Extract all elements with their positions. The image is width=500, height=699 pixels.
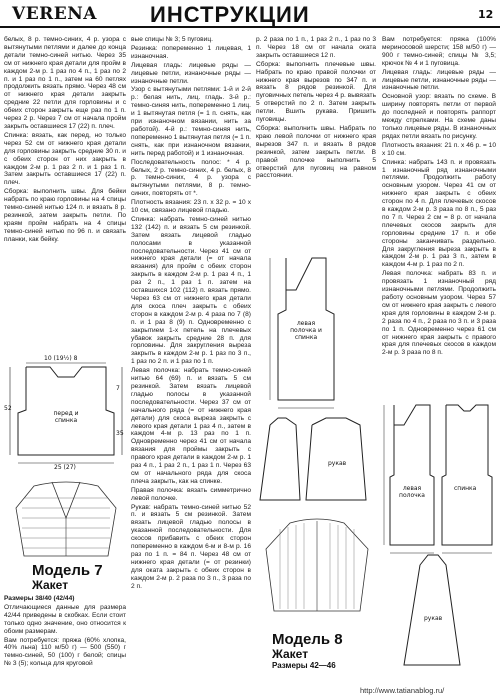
column-4-text <box>382 36 496 358</box>
front-part-text: белых, 8 р. темно-синих, 4 р. узора с вытянутыми петлями и далее до конца детали темно-синей нитью. Через 35 см от нижнего края детали для пройм в каждом 2-м р. 1 раз по 4 п., 1 раз по 2 п. и 1 раз по 1 п., затем на 60 петлях продолжить вязать прямо. Через 48 см от нижнего края детали закрыть средние 22 петли для горловины и с обеих сторон закрыть еще раз по 1 п. через 2 р. Через 7 см от начала пройм закрыть оставшиеся 17 (22) п. плеч. <box>4 36 126 130</box>
back-instructions-text: Спинка: набрать темно-синей нитью 132 (142) п. и вязать 5 см резинкой. Затем вязать лицевой гладью полосами в указанной последовательности. Через 41 см от нижнего края детали (= от начала вязания) для пройм с обеих сторон закрыть в каждом 2-м р. 1 раз 4 п., 1 раз 2 п., 1 раз 1 п. затем на оставшихся 102 (112) п. вязать прямо. Через 63 см от нижнего края детали для скоса плеч закрыть с обеих сторон в каждом 2-м р. 4 раза по 7 (8) п. и 1 раз 8 (9) п. Одновременно с закрытием 1-х петель на плечевых убавок закрыть средние 28 п. для горловины. Для закругления выреза закрыть в каждом 2-м р. 1 раз по 3 п., 1 раз по 2 п. и 1 раз по 1 п. <box>131 215 251 366</box>
slip-stitch-pattern-text: Узор с вытянутыми петлями: 1-й и 2-й р.: белая нить, лиц. гладь. 3-й р.: темно-синяя нить, попеременно 1 лиц. и 1 вытянутая петля (= 1 п. снять, как при изнаночном вязании, нить за работой). 4-й р.: темно-синяя нить, попеременно 1 вытянутая петля (= 1 п. снять, как при изнаночном вязании, нить перед работой) и 1 изнаночная. <box>131 86 252 157</box>
diagram-label-left-front: левая полочка <box>399 485 425 499</box>
diagram-side-52: 52 <box>4 405 12 412</box>
model8-gauge: Плотность вязания: 21 п. x 46 р. = 10 x 10 см. <box>382 141 496 157</box>
diagram-label-front-back: перед и спинка <box>53 410 79 424</box>
model8-back: Спинка: набрать 143 п. и провязать 1 изнаночный ряд изнаночными петлями. Продолжить работу основным узором. Через 41 см от нижнего края закрыть с обеих сторон по 4 п. Для плечевых скосов в каждом 2-м р. 3 раза по 8 п., 5 раз по 7 п. Через 2 см = 8 р. от начала плечевых скосов закрыть для горловины средние 17 п. и обе стороны заканчивать раздельно. Для закругления выреза закрыть в каждом 2-м р. 1 раз 3 п., затем в каждом 4-м р. 1 раз по 2 п. <box>382 158 496 269</box>
model8-item: Жакет <box>272 647 309 661</box>
page-header <box>0 0 500 28</box>
sleeve-cap-text: р. 2 раза по 1 п., 1 раз 2 п., 1 раз по 3 п. Через 18 см от начала оката закрыть оставшиеся 12 п. <box>256 36 376 59</box>
model7-heading <box>32 563 128 592</box>
model8-heading <box>272 632 382 671</box>
ribbing-text: Резинка: попеременно 1 лицевая, 1 изнаночная. <box>131 44 251 60</box>
page-title: ИНСТРУКЦИИ <box>150 2 310 27</box>
model8-stockinette: Лицевая гладь: лицевые ряды — лицевые петли, изнаночные ряды — изнаночные петли. <box>382 68 496 92</box>
right-front-text: Правая полочка: вязать симметрично левой полочке. <box>131 486 251 502</box>
needles-text: вые спицы № 3; 5 пуговиц. <box>131 36 213 43</box>
diagram-dims-top: 10 (19½) 8 <box>44 355 78 362</box>
sleeve-text: Рукав: набрать темно-синей нитью 52 п. и вязать 5 см резинкой. Затем вязать лицевой гладью полосы в указанной последовательности. Для скосов прибавить с обеих сторон попеременно в каждом 6-м и 8-м р. 16 раз по 1 п. = 84 п. Через 48 см от нижнего края детали (= от резинки) для оката закрыть с обеих сторон в каждом 2-м р. 2 раза по 3 п., 3 раза по 2 п. <box>131 503 251 590</box>
diagram-dims-bottom: 25 (27) <box>54 464 76 471</box>
model7-item: Жакет <box>32 578 69 592</box>
model7-sizes: Размеры 38/40 (42/44) <box>4 595 75 602</box>
column-2-text <box>131 36 251 592</box>
page-number: 12 <box>478 8 494 21</box>
diagram-side-35: 35 <box>116 430 124 437</box>
assembly-3-text: Сборка: выполнить швы. Набрать по краю левой полочки от нижнего края вырезов 347 п. и вязать 8 рядов резинкой, затем закрыть петли. В правой полочке выполнить 5 отверстий для пуговиц на равном расстоянии. <box>256 124 376 180</box>
garment-sketch-model8 <box>256 515 378 615</box>
diagram-label-front-back-2: левая полочка и спинка <box>290 320 322 341</box>
column-1-text <box>4 36 126 245</box>
footer-website: http://www.tatianablog.ru/ <box>360 686 445 695</box>
model7-materials: Вам потребуется: пряжа (60% хлопка, 40% льна) 110 м/50 г) — 500 (550) г темно-синей, 50 (100) г белой; спицы № 3 (5); кольца для круговой <box>4 636 126 668</box>
back-text: Спинка: вязать, как перед, но только через 52 см от нижнего края детали для горловины закрыть средние 30 п. и с обеих сторон от них закрыть в каждом 2-м р. 1 раз 2 п. и 1 раз 1 п. Затем закрыть оставшиеся 17 (22) п. плеч. <box>4 131 126 187</box>
model8-name: Модель 8 <box>272 631 343 648</box>
model8-sizes: Размеры 42—46 <box>272 661 336 670</box>
garment-sketch-model7 <box>4 478 128 560</box>
pattern-diagram-model7 <box>4 355 128 475</box>
pattern-diagram-model8 <box>380 395 498 680</box>
model8-left-front: Левая полочка: набрать 83 п. и провязать 1 изнаночный ряд изнаночными петлями. Продолжить работу основным узором. Через 57 см от нижнего края закрыть с левого края для горловины в каждом 2-м р. 2 раза по 4 п., 2 раза по 3 п. и 3 раза по 1 п. Одновременно через 61 см от нижнего края закрыть с правого края для плечевых скосов в каждом 2-м р. 3 раза по 8 п. <box>382 270 496 357</box>
model7-size-note: Отличающиеся данные для размера 42/44 приведены в скобках. Если стоит только одно значение, оно относится к обоим размерам. <box>4 603 126 635</box>
gauge-text: Плотность вязания: 23 п. x 32 р. = 10 x 10 см, связано лицевой гладью. <box>131 199 251 215</box>
diagram-label-back: спинка <box>454 485 477 492</box>
left-front-text: Левая полочка: набрать темно-синей нитью 64 (69) п. и вязать 5 см резинкой. Затем вязать лицевой гладью полосы в указанной последовательности. Через 37 см от начального ряда (= от нижнего края детали) для скоса выреза закрыть с левого края детали 1 раз 4 п., затем в каждом 4-м р. 13 раз по 1 п. Одновременно через 41 см от начала вязания для проймы закрыть с правого края детали в каждом 2-м р. 1 раз 4 п., 1 раз 2 п., 1 раз 1 п. Через 63 см от начального ряда для скоса плеча закрыть, как на спинке. <box>131 367 251 485</box>
model8-main-pattern: Основной узор: вязать по схеме. В ширину повторять петли от первой до последней и повторять раппорт между стрелками. На схеме даны только лицевые ряды. В изнаночных рядах петли вязать по рисунку. <box>382 93 496 140</box>
model7-sizes-and-materials <box>4 595 126 669</box>
diagram-label-sleeve: рукав <box>328 460 347 467</box>
diagram-side-7: 7 <box>116 385 120 392</box>
column-3-text <box>256 36 376 181</box>
stockinette-text: Лицевая гладь: лицевые ряды — лицевые петли, изнаночные ряды — изнаночные петли. <box>131 61 251 85</box>
pattern-diagram-model7-pieces <box>256 250 376 510</box>
brand-logo: VERENA <box>12 4 97 24</box>
assembly-text: Сборка: выполнить швы. Для бейки набрать по краю горловины на 4 спицы темно-синей нитью 124 п. и вязать 8 р. резинкой, затем закрыть петли. По краям пройм набрать на 4 спицы темно-синей нитью по 96 п. и связать планки, как бейку. <box>4 188 126 243</box>
stripe-sequence-text: Последовательность полос: * 4 р. белых, 2 р. темно-синих, 4 р. белых, 8 р. темно-синих, 4 р. узора с вытянутыми петлями, 8 р. темно-синих, повторять от *. <box>131 158 251 198</box>
assembly-2-text: Сборка: выполнить плечевые швы. Набрать по краю правой полочки от нижнего края вырезов по 347 п. и вязать 8 рядов резинкой. Для пуговичных петель через 4 р. вывязать 5 отверстий по 2 п. Затем закрыть петли. Вшить рукава. Пришить пуговицы. <box>256 60 376 124</box>
model8-materials: Вам потребуется: пряжа (100% мериносовой шерсти; 158 м/50 г) — 900 г темно-синей; спицы № 3,5; крючок № 4 и 1 пуговица. <box>382 36 496 67</box>
model7-name: Модель 7 <box>32 562 103 579</box>
diagram-label-sleeve-2: рукав <box>424 615 443 622</box>
